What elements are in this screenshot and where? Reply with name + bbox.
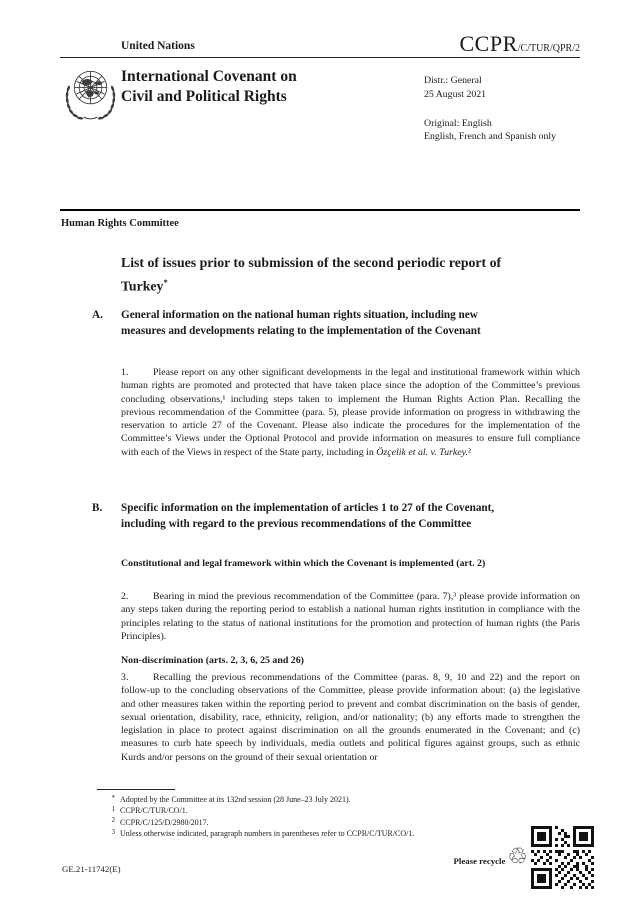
footnote-star-text: Adopted by the Committee at its 132nd session (28 June–23 July 2021).: [120, 795, 351, 804]
org-name: United Nations: [121, 40, 195, 52]
section-b-label: B.: [92, 502, 103, 514]
paragraph-3: [121, 671, 580, 764]
section-a-label: A.: [92, 309, 103, 321]
paragraph-2-text: Bearing in mind the previous recommendation of the Committee (para. 7),³ please provide information on any steps taken during the reporting period to establish a national human rights institution in compliance with the principles relating to the status of national institutions for the promotion and protection of human rights (the Paris Principles).: [121, 591, 580, 642]
page-title-text: List of issues prior to submission of the second periodic report of Turkey: [121, 255, 502, 294]
document-ge-number: GE.21-11742(E): [62, 864, 121, 874]
please-recycle: [454, 846, 528, 869]
paragraph-1-number: 1.: [121, 367, 129, 378]
section-b-text: Specific information on the implementation of articles 1 to 27 of the Covenant, including with regard to the previous recommendations of the Committee: [121, 502, 495, 530]
title-footnote-symbol: *: [163, 276, 168, 287]
paragraph-3-text: Recalling the previous recommendations of the Committee (paras. 8, 9, 10 and 22) and the report on follow-up to the concluding observations of the Committee, please provide information about: (a) the legislative and other measures taken within the reporting period to prevent and combat discrimination on the basis of gender, sexual orientation, disability, race, ethnicity, religion, and/or nationality; (b) any efforts made to strengthen the legislation in place to protect against discrimination on all the grounds enumerated in the Covenant; and (c) measures to curb hate speech by individuals, media outlets and political figures against groups, such as ethnic Kurds and/or persons on the ground of their sexual orientation or: [121, 672, 580, 763]
footnote-star-marker: *: [111, 794, 115, 802]
footnote-1: [97, 805, 562, 816]
footnote-separator: [97, 789, 175, 790]
section-b-heading: [92, 501, 580, 532]
section-a-text: General information on the national human rights situation, including new measures and developments relating to the implementation of the Covenant: [121, 309, 481, 337]
covenant-title: International Covenant on Civil and Political Rights: [121, 68, 297, 105]
footnote-1-text: CCPR/C/TUR/CO/1.: [120, 806, 188, 816]
paragraph-2: [121, 590, 580, 643]
committee-name: Human Rights Committee: [61, 218, 179, 229]
page-title: [121, 253, 511, 296]
date-line: 25 August 2021: [424, 88, 487, 100]
paragraph-1-case-name: Özçelik et al. v. Turkey.: [376, 446, 468, 458]
paragraph-2-number: 2.: [121, 591, 129, 602]
distribution-block: [424, 74, 584, 144]
document-symbol-main: CCPR: [459, 31, 518, 56]
footnote-3-marker: 3: [111, 828, 115, 836]
document-symbol-suffix: /C/TUR/QPR/2: [517, 43, 580, 54]
footnote-3: [97, 828, 562, 839]
paragraph-1-footnote-ref: ²: [467, 446, 471, 458]
section-divider: [60, 209, 580, 211]
paragraph-1: [121, 366, 580, 459]
original-language-line: Original: English: [424, 117, 492, 129]
footnotes-block: [97, 794, 562, 840]
section-a-heading: [92, 308, 580, 339]
subheading-constitutional: Constitutional and legal framework within which the Covenant is implemented (art. 2): [121, 558, 486, 569]
footnote-2-marker: 2: [111, 817, 115, 825]
document-symbol: [459, 31, 580, 57]
please-recycle-label: Please recycle: [453, 855, 506, 866]
paragraph-3-number: 3.: [121, 672, 129, 683]
footnote-star: [97, 794, 562, 805]
qr-code: [531, 826, 594, 889]
footnote-1-marker: 1: [111, 805, 115, 813]
languages-line: English, French and Spanish only: [424, 131, 556, 143]
header-divider: [60, 57, 580, 58]
footnote-2-text: CCPR/C/125/D/2980/2017.: [120, 817, 209, 827]
recycle-icon: ♲: [507, 844, 528, 870]
distr-line: Distr.: General: [424, 75, 482, 86]
footnote-2: [97, 817, 562, 828]
subheading-nondiscrimination: Non-discrimination (arts. 2, 3, 6, 25 and 26): [121, 655, 304, 666]
paragraph-1-text: Please report on any other significant developments in the legal and institutional framework within which human rights are promoted and protected that have taken place since the adoption of the Committee’s previous concluding observations,¹ including steps taken to implement the Human Rights Action Plan. Recalling the previous recommendation of the Committee (para. 5), please provide information on progress in withdrawing the reservation to article 27 of the Covenant. Please also indicate the procedures for the implementation of the Committee’s Views under the Optional Protocol and provide information on measures to ensure full compliance with each of the Views in respect of the State party, including in: [121, 367, 580, 458]
un-emblem-icon: [59, 63, 122, 126]
footnote-3-text: Unless otherwise indicated, paragraph numbers in parentheses refer to CCPR/C/TUR/CO/1.: [120, 829, 415, 839]
